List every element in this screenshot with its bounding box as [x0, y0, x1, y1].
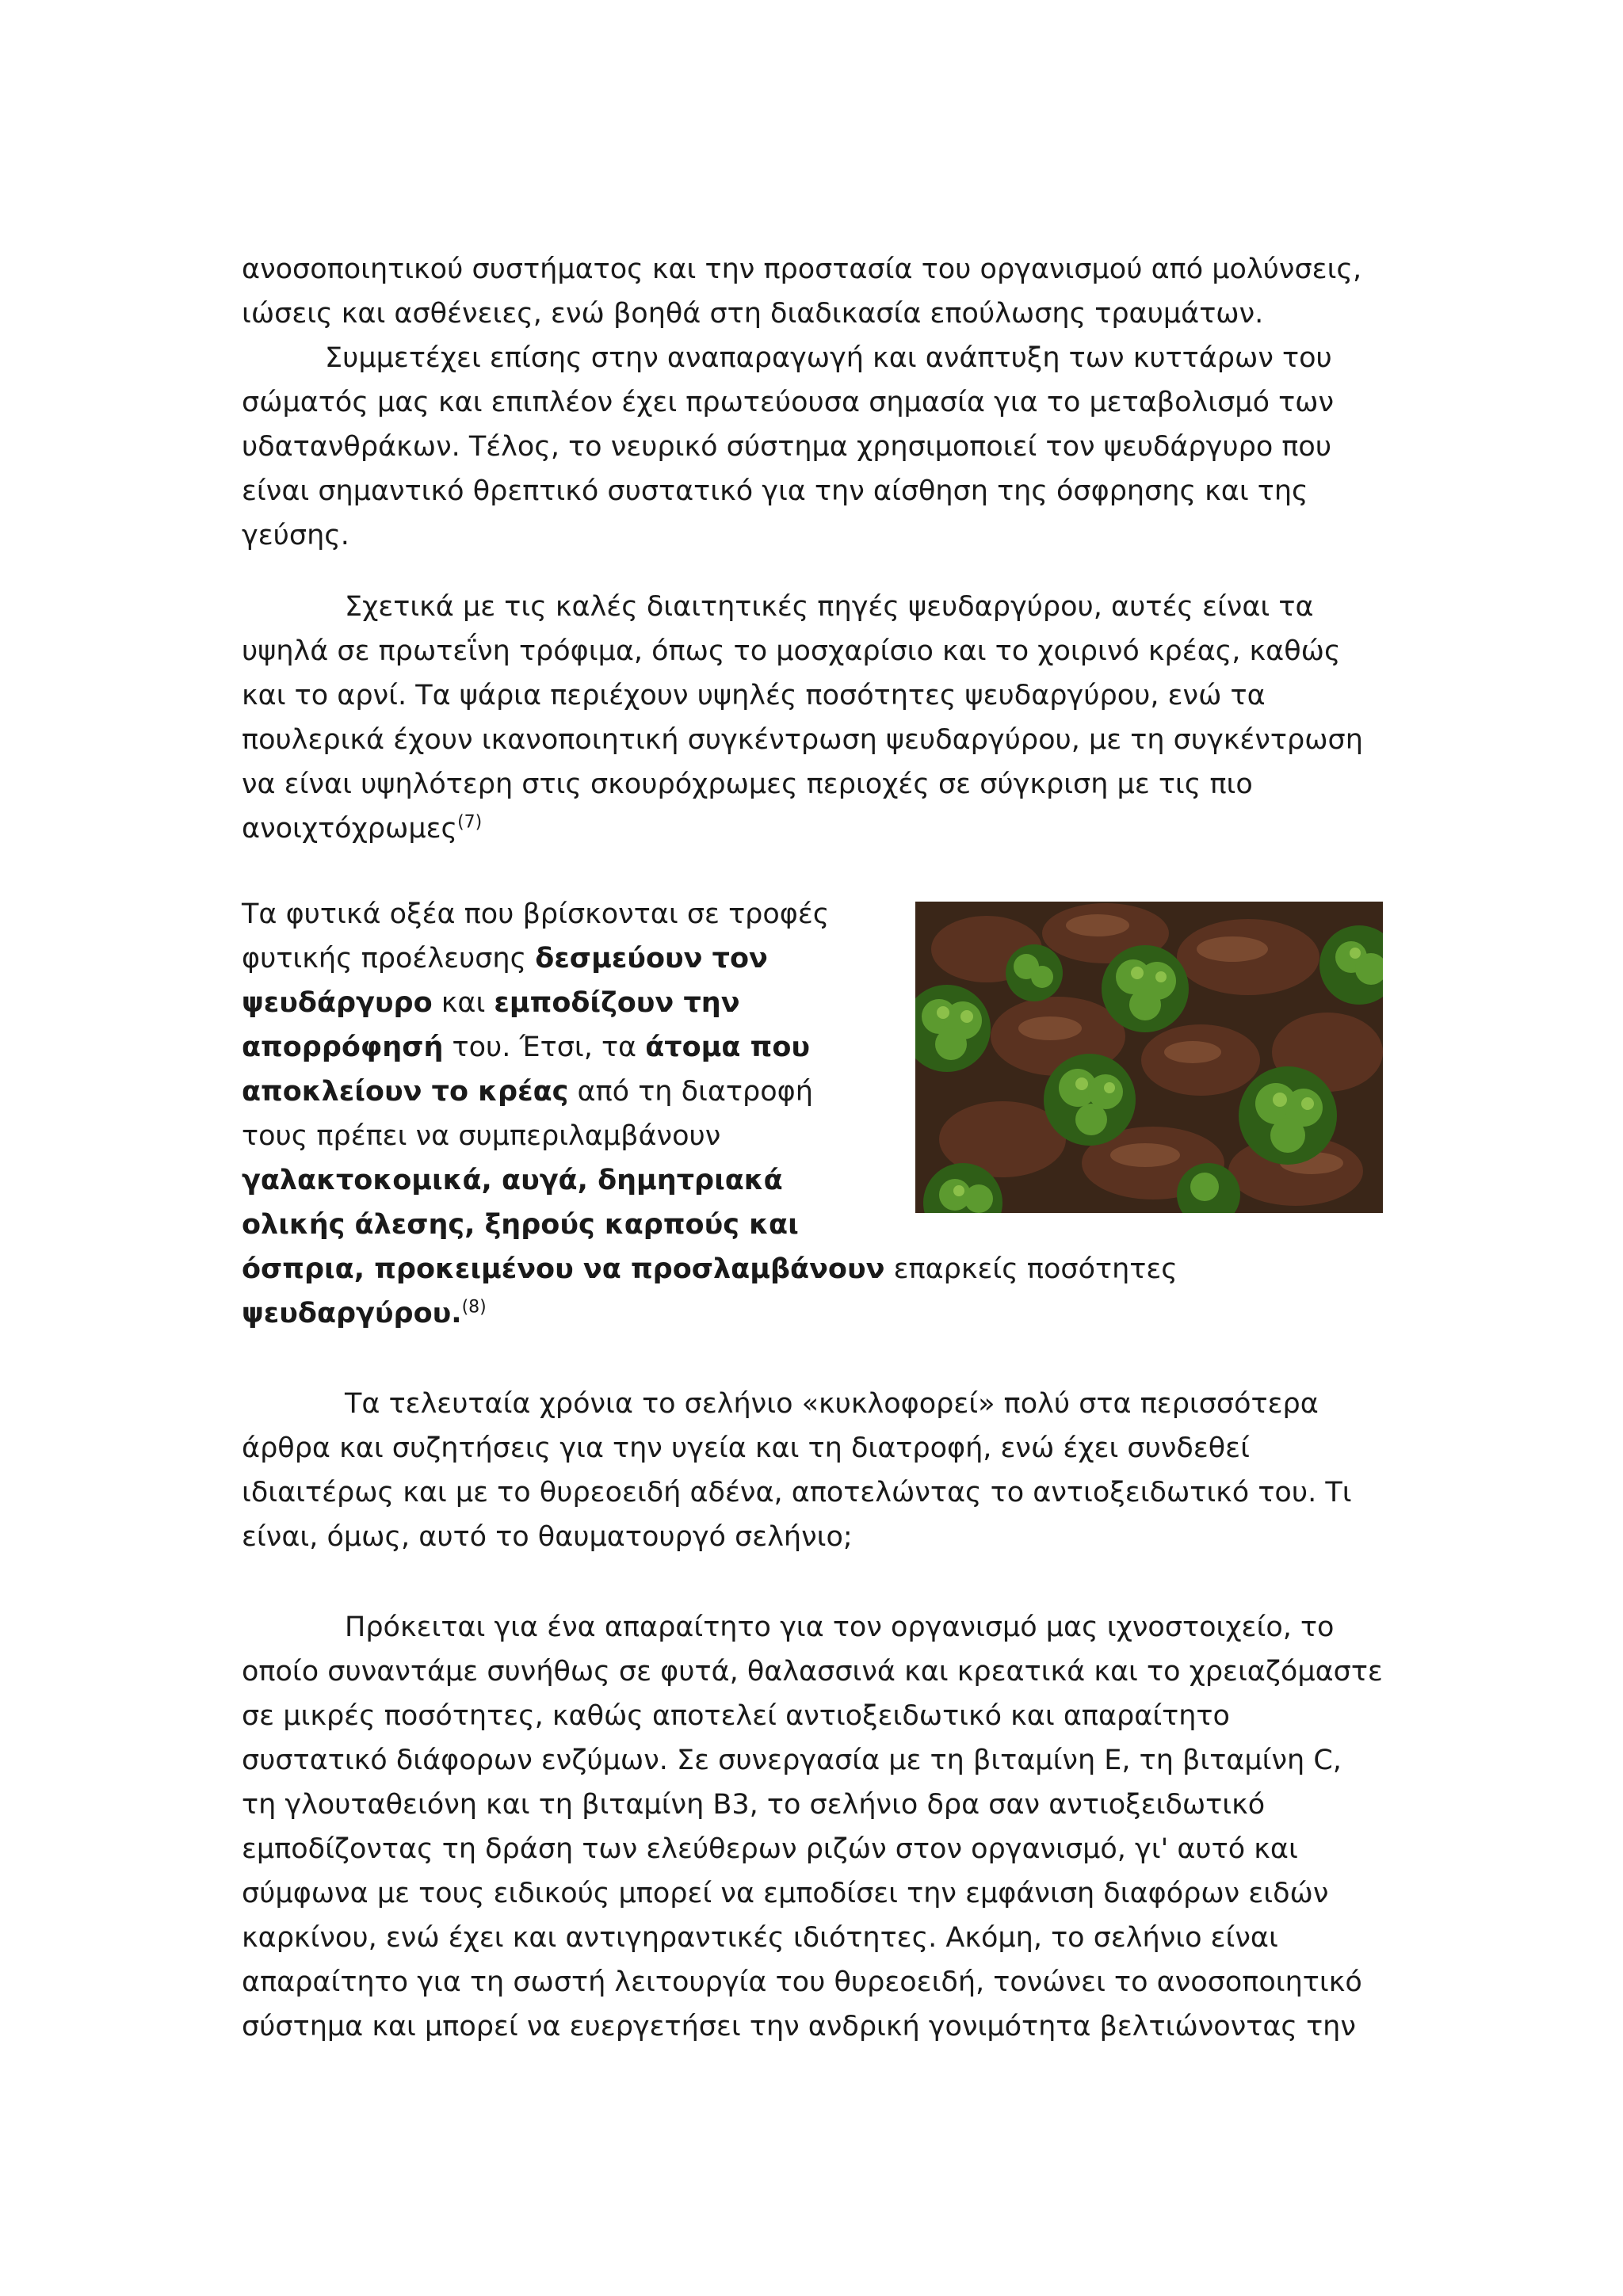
phytic-bold-5: ψευδαργύρου.	[242, 1298, 462, 1329]
phytic-text-2: και	[432, 987, 495, 1019]
phytic-text-4: από τη διατροφή τους πρέπει να συμπεριλαμβάνουν	[242, 1076, 813, 1152]
paragraph-selenium-intro: Τα τελευταία χρόνια το σελήνιο «κυκλοφορεί» πολύ στα περισσότερα άρθρα και συζητήσεις για την υγεία και τη διατροφή, ενώ έχει συνδεθεί ιδιαιτέρως και με το θυρεοειδή αδένα, αποτελώντας το αντιοξειδωτικό του. Τι είναι, όμως, αυτό το θαυματουργό σελήνιο;	[242, 1388, 1352, 1553]
phytic-bold-2: εμποδίζουν την απορρόφησή	[242, 987, 740, 1063]
paragraph-sources	[242, 585, 1383, 851]
phytic-text-3: του. Έτσι, τα	[443, 1032, 646, 1063]
paragraph-selenium-role: Πρόκειται για ένα απαραίτητο για τον οργανισμό μας ιχνοστοιχείο, το οποίο συναντάμε συνήθως σε φυτά, θαλασσινά και κρεατικά και το χρειαζόμαστε σε μικρές ποσότητες, καθώς αποτελεί αντιοξειδωτικό και απαραίτητο συστατικό διάφορων ενζύμων. Σε συνεργασία με τη βιταμίνη Ε, τη βιταμίνη C, τη γλουταθειόνη και τη βιταμίνη Β3, το σελήνιο δρα σαν αντιοξειδωτικό εμποδίζοντας τη δράση των ελεύθερων ριζών στον οργανισμό, γι' αυτό και σύμφωνα με τους ειδικούς μπορεί να εμποδίσει την εμφάνιση διαφόρων ειδών καρκίνου, ενώ έχει και αντιγηραντικές ιδιότητες. Ακόμη, το σελήνιο είναι απαραίτητο για τη σωστή λειτουργία του θυρεοειδή, τονώνει το ανοσοποιητικό σύστημα και μπορεί να ευεργετήσει την ανδρική γονιμότητα βελτιώνοντας την	[242, 1611, 1383, 2042]
beef-broccoli-photo	[915, 902, 1383, 1213]
phytic-bold-1: δεσμεύουν τον ψευδάργυρο	[242, 943, 768, 1019]
paragraph-immune: ανοσοποιητικού συστήματος και την προστασία του οργανισμού από μολύνσεις, ιώσεις και ασθένειες, ενώ βοηθά στη διαδικασία επούλωσης τραυμάτων.	[242, 254, 1362, 330]
reference-8: (8)	[461, 1297, 487, 1318]
reference-7: (7)	[457, 812, 483, 833]
document-body	[242, 247, 1383, 2049]
phytic-bold-4: γαλακτοκομικά, αυγά, δημητριακά ολικής άλεσης, ξηρούς καρπούς και όσπρια, προκειμένου να προσλαμβάνουν	[242, 1165, 885, 1285]
paragraph-growth: Συμμετέχει επίσης στην αναπαραγωγή και ανάπτυξη των κυττάρων του σώματός μας και επιπλέον έχει πρωτεύουσα σημασία για το μεταβολισμό των υδατανθράκων. Τέλος, το νευρικό σύστημα χρησιμοποιεί τον ψευδάργυρο που είναι σημαντικό θρεπτικό συστατικό για την αίσθηση της όσφρησης και της γεύσης.	[242, 342, 1335, 551]
phytic-text-1: Τα φυτικά οξέα που βρίσκονται σε τροφές φυτικής προέλευσης	[242, 898, 830, 974]
beef-broccoli-photo-icon	[915, 902, 1383, 1213]
paragraph-sources-text: Σχετικά με τις καλές διαιτητικές πηγές ψευδαργύρου, αυτές είναι τα υψηλά σε πρωτεΐνη τρόφιμα, όπως το μοσχαρίσιο και το χοιρινό κρέας, καθώς και το αρνί. Τα ψάρια περιέχουν υψηλές ποσότητες ψευδαργύρου, ενώ τα πουλερικά έχουν ικανοποιητική συγκέντρωση ψευδαργύρου, με τη συγκέντρωση να είναι υψηλότερη στις σκουρόχρωμες περιοχές σε σύγκριση με τις πιο ανοιχτόχρωμες	[242, 591, 1363, 845]
phytic-bold-3: άτομα που αποκλείουν το κρέας	[242, 1032, 811, 1108]
phytic-text-5: επαρκείς ποσότητες	[884, 1253, 1178, 1285]
